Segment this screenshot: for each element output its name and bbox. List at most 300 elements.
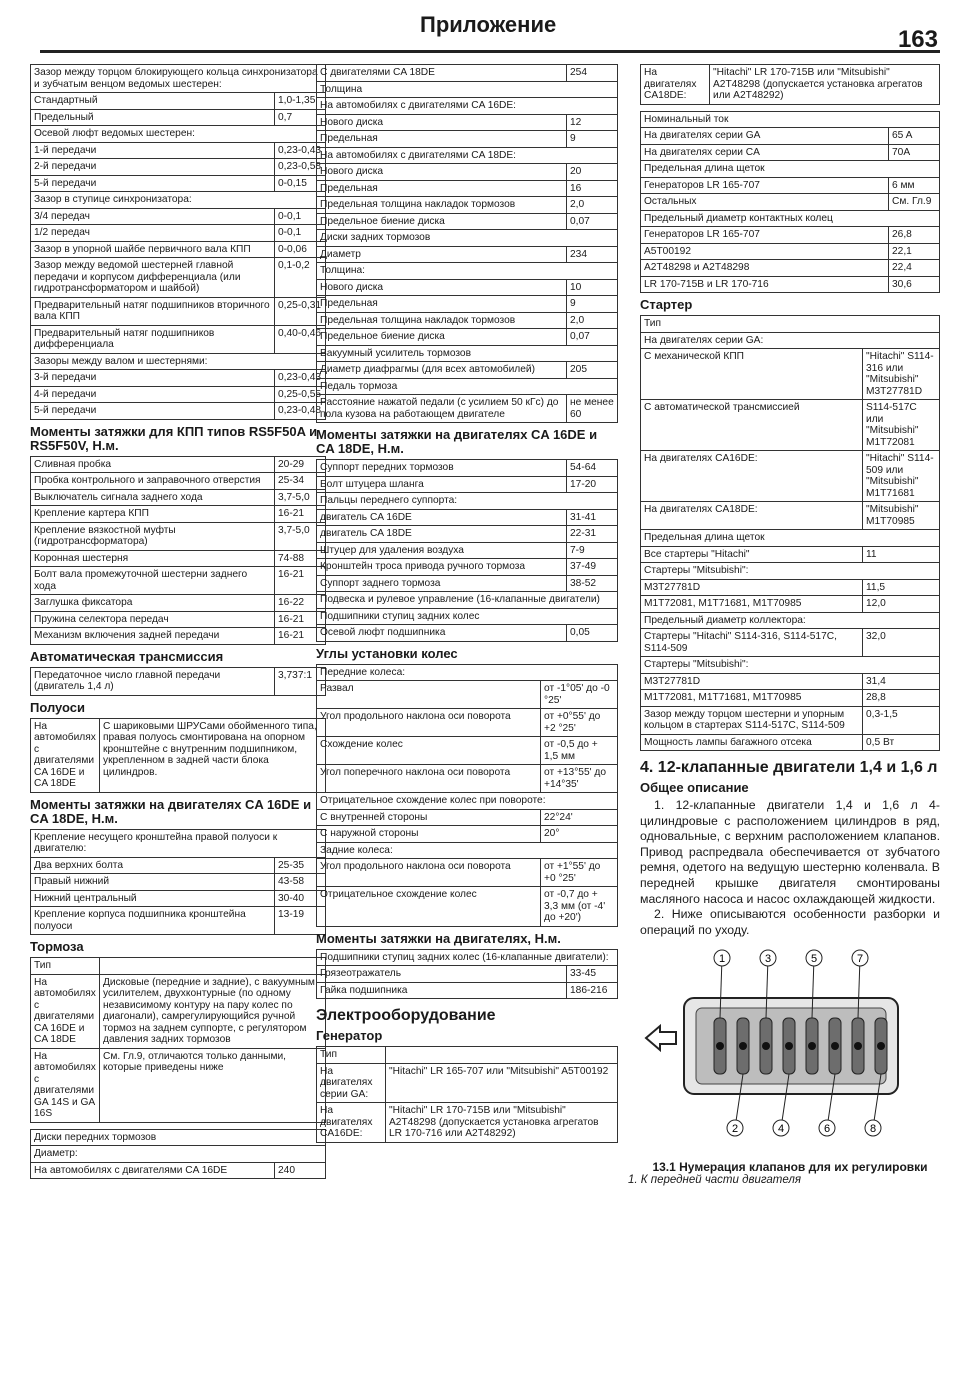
row-label: Нижний центральный (31, 890, 275, 907)
spec-table (640, 315, 940, 751)
row-label: Грязеотражатель (317, 966, 567, 983)
table-row (317, 664, 618, 681)
row-value: 186-216 (567, 982, 618, 999)
row-label: Диски передних тормозов (31, 1129, 326, 1146)
paragraph: 2. Ниже описываются особенности разборки и операций по уходу. (640, 907, 940, 937)
row-label: Предельное биение диска (317, 329, 567, 346)
row-value: С шариковыми ШРУСами обойменного типа, правая полуось смонтирована на опорном кронштейне с внутренним подшипником, укрепленном в задней части блока цилиндров. (100, 718, 326, 792)
spec-table (30, 829, 326, 936)
table-row (31, 958, 326, 975)
row-label: Предельная длина щеток (641, 161, 940, 178)
row-value: 37-49 (567, 559, 618, 576)
row-label: Правый нижний (31, 874, 275, 891)
table-row (317, 826, 618, 843)
row-value: 11 (863, 546, 940, 563)
row-value: 0,25-0,31 (275, 297, 326, 325)
row-label: Диаметр (317, 246, 567, 263)
row-value: 16-21 (275, 628, 326, 645)
table-row (641, 690, 940, 707)
table-row (31, 890, 326, 907)
table-row (31, 192, 326, 209)
row-label: 1-й передачи (31, 142, 275, 159)
row-label: Крепление корпуса подшипника кронштейна полуоси (31, 907, 275, 935)
row-label: Диаметр: (31, 1146, 326, 1163)
table-row (641, 734, 940, 751)
row-label: На автомобилях с двигателями CA 16DE (31, 1162, 275, 1179)
row-label: С двигателями CA 18DE (317, 65, 567, 82)
table-row (317, 147, 618, 164)
row-label: Предельная (317, 296, 567, 313)
row-value: "Hitachi" S114-316 или "Mitsubishi" M3T27781D (863, 349, 940, 400)
row-label: Схождение колес (317, 737, 541, 765)
table-row (31, 325, 326, 353)
table-row (31, 175, 326, 192)
table-row (641, 210, 940, 227)
row-label: 1/2 передач (31, 225, 275, 242)
row-value: 26,8 (889, 227, 940, 244)
row-value: 0,25-0,55 (275, 386, 326, 403)
row-label: С автоматической трансмиссией (641, 400, 863, 451)
row-label: На автомобилях с двигателями CA 16DE и CA 18DE (31, 718, 100, 792)
row-value: 0,40-0,46 (275, 325, 326, 353)
row-label: Механизм включения задней передачи (31, 628, 275, 645)
table-row (641, 563, 940, 580)
table-row (317, 575, 618, 592)
row-value: "Mitsubishi" M1T70985 (863, 502, 940, 530)
row-label: M3T27781D (641, 579, 863, 596)
valve-stem (762, 1042, 770, 1050)
table-row (31, 874, 326, 891)
valve-number: 5 (810, 953, 818, 966)
row-value: 0,23-0,43 (275, 142, 326, 159)
table-row (641, 629, 940, 657)
row-value: 0,7 (275, 109, 326, 126)
row-label: Номинальный ток (641, 111, 940, 128)
row-label: Нового диска (317, 279, 567, 296)
table-row (31, 628, 326, 645)
row-label: Крепление несущего кронштейна правой полуоси к двигателю: (31, 829, 326, 857)
row-value: от +1°55' до +0 °25' (541, 859, 618, 887)
row-value: 22,1 (889, 243, 940, 260)
row-value: 3,7-5,0 (275, 522, 326, 550)
table-row (317, 842, 618, 859)
table-row (641, 65, 940, 105)
table-row (31, 109, 326, 126)
row-label: 3/4 передач (31, 208, 275, 225)
row-label: двигатель CA 16DE (317, 509, 567, 526)
row-label: Мощность лампы багажного отсека (641, 734, 863, 751)
row-value: 20-29 (275, 456, 326, 473)
row-value: 0,3-1,5 (863, 706, 940, 734)
row-label: Крепление картера КПП (31, 506, 275, 523)
column-2 (316, 64, 618, 1143)
row-label: Передаточное число главной передачи (двигатель 1,4 л) (31, 667, 275, 695)
row-label: Генераторов LR 165-707 (641, 177, 889, 194)
row-label: Стартеры "Hitachi" S114-316, S114-517C, S114-509 (641, 629, 863, 657)
table-row (317, 509, 618, 526)
row-label: Предельный (31, 109, 275, 126)
row-value: "Hitachi" LR 170-715В или "Mitsubishi" A2T48298 (допускается установка агрегатов или A2T48292) (710, 65, 940, 105)
row-label: Нового диска (317, 114, 567, 131)
row-label: Нового диска (317, 164, 567, 181)
column-1 (30, 64, 326, 1179)
table-row (317, 81, 618, 98)
table-row (31, 567, 326, 595)
row-label: Отрицательное схождение колес (317, 887, 541, 927)
table-row (317, 608, 618, 625)
table-row (317, 279, 618, 296)
table-row (31, 93, 326, 110)
row-label: Болт штуцера шланга (317, 476, 567, 493)
row-value: См. Гл.9, отличаются только данными, которые приведены ниже (100, 1048, 326, 1122)
table-row (31, 1146, 326, 1163)
spec-table (640, 64, 940, 105)
table-row (641, 243, 940, 260)
table-row (31, 386, 326, 403)
section-heading: Моменты затяжки на двигателях, Н.м. (316, 930, 561, 946)
row-label: Зазор между торцом блокирующего кольца синхронизатора и зубчатым венцом ведомых шестерен: (31, 65, 326, 93)
row-value: 0-0,06 (275, 241, 326, 258)
table-row (31, 126, 326, 143)
valve-number: 1 (718, 953, 726, 966)
row-value: 0,07 (567, 213, 618, 230)
section-heading: Тормоза (30, 939, 84, 954)
row-label: Заглушка фиксатора (31, 595, 275, 612)
row-label: Болт вала промежуточной шестерни заднего хода (31, 567, 275, 595)
row-value: 74-88 (275, 550, 326, 567)
spec-table (30, 64, 326, 420)
row-value: 25-35 (275, 857, 326, 874)
row-value: 11,5 (863, 579, 940, 596)
row-value (386, 1047, 618, 1064)
section-heading: Моменты затяжки на двигателях CA 16DE и CA 18DE, Н.м. (30, 796, 312, 826)
row-label: Подвеска и рулевое управление (16-клапанные двигатели) (317, 592, 618, 609)
table-row (641, 546, 940, 563)
table-row (317, 1047, 618, 1064)
paragraph: 1. 12-клапанные двигатели 1,4 и 1,6 л 4-цилиндровые с расположением цилиндров в ряд, одновальные, с верхним расположением клапанов. Привод распредвала обеспечивается от зубчатого ремня, одетого на ведущую шестерню коленвала. В передней крышке двигателя смонтированы масляного насоса и насос охлаждающей жидкости. (640, 798, 940, 906)
table-row (31, 142, 326, 159)
row-label: Суппорт заднего тормоза (317, 575, 567, 592)
table-row (317, 526, 618, 543)
table-row (317, 246, 618, 263)
table-row (31, 1129, 326, 1146)
table-row (641, 706, 940, 734)
table-row (31, 65, 326, 93)
table-row (317, 362, 618, 379)
row-value: 22-31 (567, 526, 618, 543)
row-label: Остальных (641, 194, 889, 211)
row-value: 20 (567, 164, 618, 181)
row-label: Зазоры между валом и шестернями: (31, 353, 326, 370)
row-label: Предельная толщина накладок тормозов (317, 312, 567, 329)
row-value: 0,07 (567, 329, 618, 346)
row-label: 3-й передачи (31, 370, 275, 387)
row-value (100, 958, 326, 975)
subsection-heading: Общее описание (640, 780, 749, 795)
row-label: Все стартеры "Hitachi" (641, 546, 863, 563)
table-row (317, 230, 618, 247)
valve-number: 8 (869, 1123, 877, 1136)
page-number: 163 (897, 26, 938, 53)
row-label: Отрицательное схождение колес при повороте: (317, 793, 618, 810)
row-label: Угол продольного наклона оси поворота (317, 709, 541, 737)
table-row (31, 225, 326, 242)
table-row (317, 476, 618, 493)
table-row (317, 966, 618, 983)
table-row (31, 403, 326, 420)
row-label: Предельная толщина накладок тормозов (317, 197, 567, 214)
row-value: 0-0,15 (275, 175, 326, 192)
row-label: Диаметр диафрагмы (для всех автомобилей) (317, 362, 567, 379)
figure-subcaption: 1. К передней части двигателя (628, 1174, 801, 1187)
table-row (31, 241, 326, 258)
row-value: от +13°55' до +14°35' (541, 765, 618, 793)
table-row (641, 276, 940, 293)
row-value: 6 мм (889, 177, 940, 194)
table-row (31, 611, 326, 628)
valve-number: 7 (856, 953, 864, 966)
table-row (317, 859, 618, 887)
row-label: На двигателях CA18DE: (641, 65, 710, 105)
front-arrow-icon (646, 1026, 676, 1050)
spec-table (316, 664, 618, 927)
table-row (317, 982, 618, 999)
row-label: Предельный диаметр контактных колец (641, 210, 940, 227)
table-row (31, 258, 326, 298)
row-value: от -0,5 до + 1,5 мм (541, 737, 618, 765)
row-value: 13-19 (275, 907, 326, 935)
table-row (31, 506, 326, 523)
row-value: "Hitachi" LR 170-715В или "Mitsubishi" A2T48298 (допускается установка агрегатов LR 170-716 или A2T48292) (386, 1103, 618, 1143)
row-label: Штуцер для удаления воздуха (317, 542, 567, 559)
row-label: Подшипники ступиц задних колес (16-клапанные двигатели): (317, 949, 618, 966)
row-label: С наружной стороны (317, 826, 541, 843)
row-label: Зазор между ведомой шестерней главной передачи и корпусом дифференциала (или гидротрансформатором и шайбой) (31, 258, 275, 298)
table-row (31, 522, 326, 550)
header-rule (40, 50, 940, 53)
row-label: Педаль тормоза (317, 378, 618, 395)
row-label: Суппорт передних тормозов (317, 460, 567, 477)
subsection-heading: Генератор (316, 1028, 383, 1043)
valve-number: 4 (777, 1123, 785, 1136)
row-label: 4-й передачи (31, 386, 275, 403)
row-label: Передние колеса: (317, 664, 618, 681)
row-value: 38-52 (567, 575, 618, 592)
row-value: 205 (567, 362, 618, 379)
table-row (641, 332, 940, 349)
table-row (317, 1063, 618, 1103)
spec-table (640, 111, 940, 294)
row-label: A2T48298 и A2T48298 (641, 260, 889, 277)
section-heading: Моменты затяжки на двигателях CA 16DE и CA 18DE, Н.м. (316, 427, 598, 456)
row-value: 30,6 (889, 276, 940, 293)
row-value: 0,1-0,2 (275, 258, 326, 298)
row-value: 31-41 (567, 509, 618, 526)
row-value: 254 (567, 65, 618, 82)
row-label: Зазор между торцом шестерни и упорным кольцом в стартерах S114-517C, S114-509 (641, 706, 863, 734)
row-label: Два верхних болта (31, 857, 275, 874)
row-value: "Hitachi" LR 165-707 или "Mitsubishi" A5T00192 (386, 1063, 618, 1103)
row-value: 16-21 (275, 506, 326, 523)
table-row (31, 1048, 326, 1122)
spec-table (316, 949, 618, 1000)
row-label: На двигателях серии GA: (641, 332, 940, 349)
table-row (317, 625, 618, 642)
table-row (641, 177, 940, 194)
row-label: Тип (31, 958, 100, 975)
valve-number: 6 (823, 1123, 831, 1136)
row-value: 43-58 (275, 874, 326, 891)
table-row (317, 460, 618, 477)
table-row (317, 296, 618, 313)
valve-figure (640, 946, 940, 1156)
table-row (317, 131, 618, 148)
valve-stem (854, 1042, 862, 1050)
row-label: Предельная (317, 180, 567, 197)
row-label: На двигателях серии GA (641, 128, 889, 145)
row-value: 9 (567, 131, 618, 148)
row-label: На двигателях CA16DE: (317, 1103, 386, 1143)
table-row (31, 907, 326, 935)
row-label: Сливная пробка (31, 456, 275, 473)
row-label: Крепление вязкостной муфты (гидротрансформатора) (31, 522, 275, 550)
table-row (31, 489, 326, 506)
row-label: На двигателях серии CA (641, 144, 889, 161)
chapter-heading: 4. 12-клапанные двигатели 1,4 и 1,6 л (640, 759, 938, 776)
row-label: С механической КПП (641, 349, 863, 400)
table-row (317, 887, 618, 927)
row-label: Угол поперечного наклона оси поворота (317, 765, 541, 793)
row-value: 1,0-1,35 (275, 93, 326, 110)
row-label: Зазор в упорной шайбе первичного вала КПП (31, 241, 275, 258)
table-row (317, 493, 618, 510)
row-label: Предварительный натяг подшипников вторичного вала КПП (31, 297, 275, 325)
row-value: 65 A (889, 128, 940, 145)
valve-stem (739, 1042, 747, 1050)
row-value: 32,0 (863, 629, 940, 657)
row-label: Стартеры "Mitsubishi": (641, 563, 940, 580)
spec-table (30, 1129, 326, 1180)
engine-diagram (640, 946, 940, 1156)
row-label: Расстояние нажатой педали (с усилием 50 кГс) до пола кузова на работающем двигателе (317, 395, 567, 423)
table-row (317, 793, 618, 810)
row-value: 2,0 (567, 312, 618, 329)
row-value: 9 (567, 296, 618, 313)
row-label: M1T72081, M1T71681, M1T70985 (641, 596, 863, 613)
table-row (641, 194, 940, 211)
row-label: Пружина селектора передач (31, 611, 275, 628)
table-row (317, 312, 618, 329)
table-row (317, 329, 618, 346)
column-3 (628, 64, 940, 1187)
row-label: Предельное биение диска (317, 213, 567, 230)
row-value: 25-34 (275, 473, 326, 490)
table-row (31, 667, 326, 695)
table-row (31, 595, 326, 612)
row-value: от -1°05' до -0 °25' (541, 681, 618, 709)
row-label: Осевой люфт ведомых шестерен: (31, 126, 326, 143)
table-row (641, 673, 940, 690)
row-value: 31,4 (863, 673, 940, 690)
row-value: 0,23-0,48 (275, 403, 326, 420)
table-row (641, 530, 940, 547)
row-label: На автомобилях с двигателями CA 16DE и CA 18DE (31, 974, 100, 1048)
row-label: Предельная длина щеток (641, 530, 940, 547)
table-row (317, 98, 618, 115)
row-value: 22,4 (889, 260, 940, 277)
spec-table (316, 64, 618, 423)
table-row (641, 316, 940, 333)
table-row (641, 349, 940, 400)
row-label: Толщина: (317, 263, 618, 280)
row-value: 3,7-5,0 (275, 489, 326, 506)
row-value: 16-22 (275, 595, 326, 612)
section-heading: Углы установки колес (316, 645, 458, 661)
table-row (641, 451, 940, 502)
row-value: 0,23-0,43 (275, 370, 326, 387)
row-value: "Hitachi" S114-509 или "Mitsubishi" M1T71681 (863, 451, 940, 502)
row-label: На автомобилях с двигателями CA 16DE: (317, 98, 618, 115)
row-value: 12,0 (863, 596, 940, 613)
table-row (31, 370, 326, 387)
row-value: 20° (541, 826, 618, 843)
row-label: Стандартный (31, 93, 275, 110)
figure-caption: 13.1 Нумерация клапанов для их регулировки (652, 1160, 928, 1175)
row-value: 12 (567, 114, 618, 131)
row-label: Подшипники ступиц задних колес (317, 608, 618, 625)
row-label: 2-й передачи (31, 159, 275, 176)
table-row (31, 550, 326, 567)
row-value: от +0°55' до +2 °25' (541, 709, 618, 737)
row-value: 0,23-0,58 (275, 159, 326, 176)
row-value: S114-517C или "Mitsubishi" M1T72081 (863, 400, 940, 451)
table-row (317, 949, 618, 966)
table-row (31, 857, 326, 874)
table-row (31, 718, 326, 792)
table-row (317, 559, 618, 576)
table-row (31, 456, 326, 473)
table-row (317, 197, 618, 214)
row-label: Угол продольного наклона оси поворота (317, 859, 541, 887)
spec-table (30, 456, 326, 645)
row-label: Вакуумный усилитель тормозов (317, 345, 618, 362)
table-row (317, 592, 618, 609)
row-label: Осевой люфт подшипника (317, 625, 567, 642)
row-value: Дисковые (передние и задние), с вакуумным усилителем, двухконтурные (по одному независимому контуру на пару колес по диагонали), самрегулирующийся ручной тормоз на заднем суппорте, с регулятором давления задних тормозов (100, 974, 326, 1048)
row-value: См. Гл.9 (889, 194, 940, 211)
row-value: 16-21 (275, 567, 326, 595)
row-label: Пробка контрольного и заправочного отверстия (31, 473, 275, 490)
table-row (31, 297, 326, 325)
row-value: 30-40 (275, 890, 326, 907)
section-heading: Автоматическая трансмиссия (30, 648, 224, 664)
row-value: 22°24' (541, 809, 618, 826)
row-label: Развал (317, 681, 541, 709)
row-label: На двигателях CA16DE: (641, 451, 863, 502)
spec-table (30, 957, 326, 1123)
row-label: Тип (641, 316, 940, 333)
section-heading: Стартер (640, 297, 693, 312)
row-value: 16-21 (275, 611, 326, 628)
row-value: 10 (567, 279, 618, 296)
table-row (317, 395, 618, 423)
row-value: 240 (275, 1162, 326, 1179)
section-heading: Электрооборудование (316, 1007, 496, 1024)
row-label: С внутренней стороны (317, 809, 541, 826)
valve-stem (716, 1042, 724, 1050)
row-value: 33-45 (567, 966, 618, 983)
table-row (31, 974, 326, 1048)
